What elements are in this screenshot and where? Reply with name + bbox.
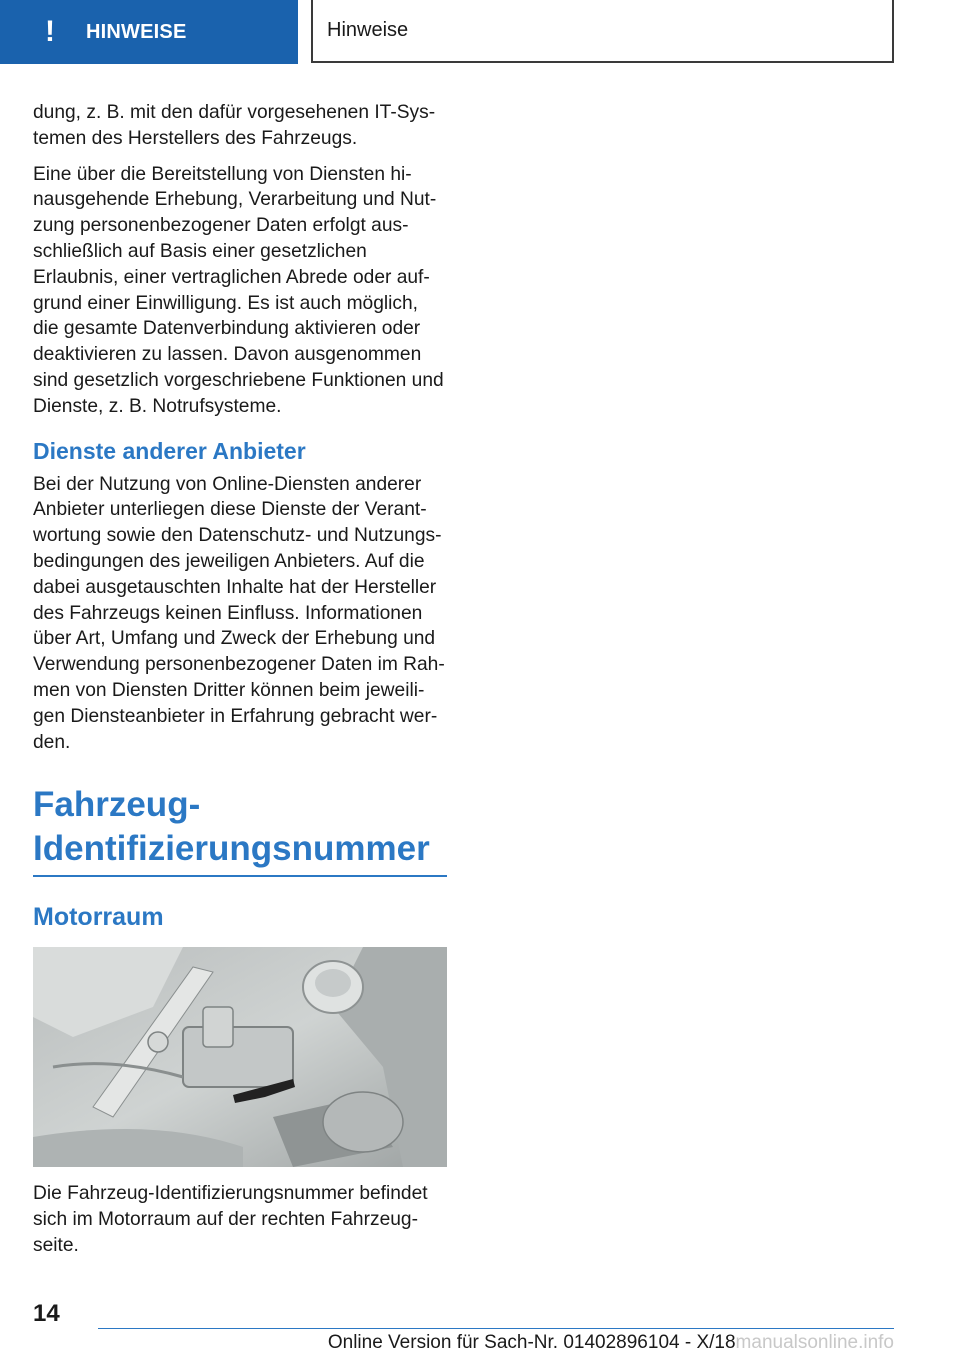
footer-watermark: manualsonline.info: [735, 1332, 894, 1353]
paragraph-data-collection: Eine über die Bereitstellung von Diensten hinausgehende Erhebung, Verarbeitung und Nutzung personenbezogener Daten erfolgt ausschließlich auf Basis einer gesetzlichen Erlaubnis, einer vertraglichen Abrede oder aufgrund einer Einwilligung. Es ist auch möglich, die gesamte Datenverbindung aktivieren oder deaktivieren zu lassen. Davon ausgenommen sind gesetzlich vorgeschriebene Funktionen und Dienste, z. B. Notrufsysteme.: [33, 163, 444, 417]
footer-online-text: Online Version für Sach-Nr. 01402896104 - X/18: [327, 1332, 736, 1353]
caption-vin-location: Die Fahrzeug-Identifizierungsnummer befindet sich im Motorraum auf der rechten Fahrzeugseite.: [33, 1183, 428, 1256]
paragraph-it-systems: dung, z. B. mit den dafür vorgesehenen IT-Systemen des Herstellers des Fahrzeugs.: [33, 102, 436, 149]
section-tab-label: HINWEISE: [86, 20, 187, 43]
footer-divider: [98, 1328, 894, 1329]
heading-vin-line1: Fahrzeug-: [33, 785, 201, 825]
section-title: Hinweise: [327, 19, 409, 41]
page-number: 14: [33, 1300, 60, 1327]
engine-compartment-image: [33, 947, 447, 1167]
section-tab: [0, 0, 298, 64]
warning-icon: !: [45, 15, 55, 48]
paragraph-third-party: Bei der Nutzung von Online-Diensten anderer Anbieter unterliegen diese Dienste der Verantwortung sowie den Datenschutz- und Nutzungsbedingungen des jeweiligen Anbieters. Auf die dabei ausgetauschten Inhalte hat der Hersteller des Fahrzeugs keinen Einfluss. Informationen über Art, Umfang und Zweck der Erhebung und Verwendung personenbezogener Daten im Rahmen von Diensten Dritter können beim jeweiligen Diensteanbieter in Erfahrung gebracht werden.: [33, 473, 445, 753]
footer-online-version: [328, 1332, 894, 1354]
heading-engine-compartment: Motorraum: [33, 903, 164, 932]
content-column: [33, 100, 447, 1269]
heading-third-party-services: Dienste anderer Anbieter: [33, 437, 306, 464]
heading-vin: [33, 783, 447, 877]
section-title-box: [311, 0, 894, 63]
heading-vin-line2: Identifizierungsnummer: [33, 829, 430, 869]
